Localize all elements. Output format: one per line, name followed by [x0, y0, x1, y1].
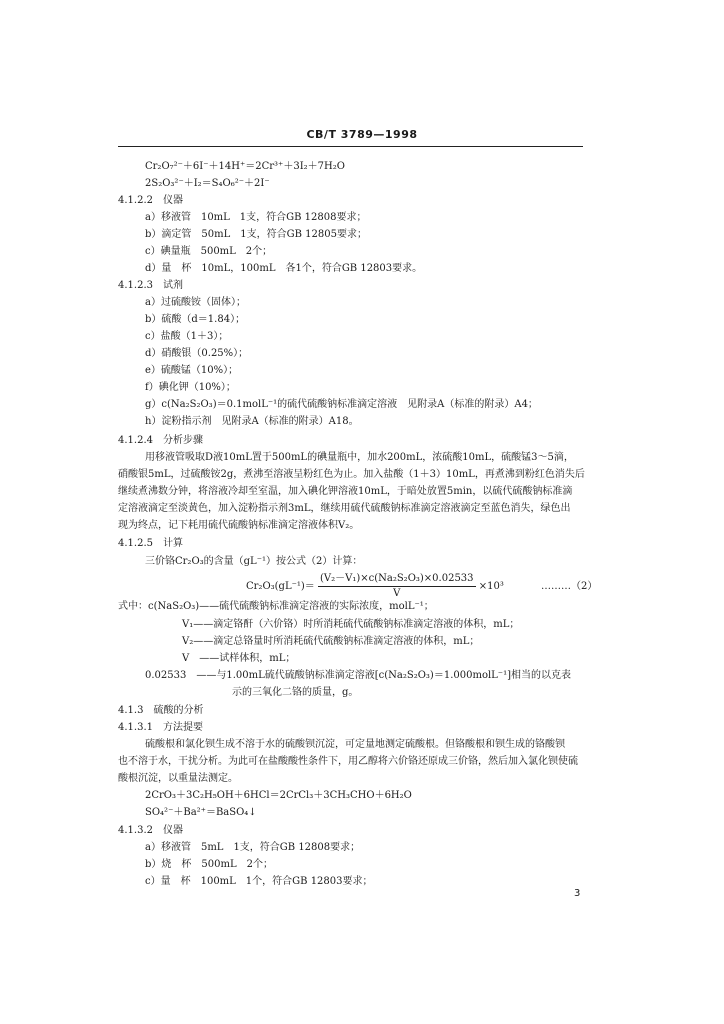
list-item: c）量 杯 100mL 1个，符合GB 12803要求； [145, 876, 373, 887]
reaction-equation-1: Cr₂O₇²⁻＋6I⁻＋14H⁺＝2Cr³⁺＋3I₂＋7H₂O [145, 161, 345, 172]
section-heading-4-1-3-2: 4.1.3.2 仪器 [118, 825, 183, 836]
formula-denominator: V [393, 588, 401, 599]
section-heading-4-1-2-2: 4.1.2.2 仪器 [118, 195, 183, 206]
section-heading-4-1-3: 4.1.3 硫酸的分析 [118, 705, 204, 716]
formula-intro: 三价铬Cr₂O₃的含量（gL⁻¹）按公式（2）计算： [145, 556, 363, 567]
list-item: d）硝酸银（0.25%）； [145, 348, 249, 359]
reaction-equation-2: 2S₂O₃²⁻＋I₂＝S₄O₆²⁻＋2I⁻ [145, 178, 270, 189]
header-rule [118, 146, 583, 147]
paragraph-line: 继续煮沸数分钟，将溶液冷却至室温，加入碘化钾溶液10mL，于暗处放置5min，以硫代硫酸钠标准滴 [118, 486, 573, 497]
variable-definition: V ——试样体积，mL； [182, 653, 296, 664]
list-item: a）移液管 10mL 1支，符合GB 12808要求； [145, 212, 367, 223]
paragraph-line: 定溶液滴定至淡黄色，加入淀粉指示剂3mL，继续用硫代硫酸钠标准滴定溶液滴定至蓝色消失，绿色出 [118, 503, 571, 514]
variable-definition: V₂——滴定总铬量时所消耗硫代硫酸钠标准滴定溶液的体积，mL； [182, 636, 480, 647]
section-heading-4-1-2-5: 4.1.2.5 计算 [118, 538, 183, 549]
variable-definition: 0.02533 ——与1.00mL硫代硫酸钠标准滴定溶液[c(Na₂S₂O₃)＝1.000molL⁻¹]相当的以克表 [145, 670, 571, 681]
list-item: b）烧 杯 500mL 2个； [145, 859, 273, 870]
list-item: c）碘量瓶 500mL 2个； [145, 246, 273, 257]
list-item: g）c(Na₂S₂O₃)＝0.1molL⁻¹的硫代硫酸钠标准滴定溶液 见附录A（标准的附录）A4； [145, 399, 538, 410]
document-header: CB/T 3789—1998 [306, 128, 418, 141]
paragraph-line: 硫酸根和氯化钡生成不溶于水的硫酸钡沉淀，可定量地测定硫酸根。但铬酸根和钡生成的铬酸钡 [145, 739, 565, 750]
paragraph-line: 硝酸银5mL，过硫酸铵2g，煮沸至溶液呈粉红色为止。加入盐酸（1＋3）10mL，再煮沸到粉红色消失后 [118, 469, 585, 480]
list-item: b）硫酸（d＝1.84）； [145, 314, 246, 325]
list-item: a）移液管 5mL 1支，符合GB 12808要求； [145, 842, 361, 853]
formula-fraction [318, 573, 476, 600]
section-heading-4-1-2-3: 4.1.2.3 试剂 [118, 280, 183, 291]
formula-numerator: (V₂－V₁)×c(Na₂S₂O₃)×0.02533 [318, 573, 476, 587]
list-item: a）过硫酸铵（固体）； [145, 297, 246, 308]
reaction-equation-4: SO₄²⁻＋Ba²⁺＝BaSO₄↓ [145, 807, 257, 818]
paragraph-line: 现为终点，记下耗用硫代硫酸钠标准滴定溶液体积V₂。 [118, 520, 360, 531]
list-item: b）滴定管 50mL 1支，符合GB 12805要求； [145, 229, 367, 240]
list-item: c）盐酸（1＋3）； [145, 331, 229, 342]
list-item: e）硫酸锰（10%）； [145, 365, 239, 376]
list-item: h）淀粉指示剂 见附录A（标准的附录）A18。 [145, 416, 359, 427]
formula-multiplier: ×10³ [478, 581, 504, 592]
paragraph-line: 酸根沉淀，以重量法测定。 [118, 773, 238, 784]
paragraph-line: 也不溶于水，干扰分析。为此可在盐酸酸性条件下，用乙醇将六价铬还原成三价铬，然后加入氯化钡使硫 [118, 756, 578, 767]
list-item: f）碘化钾（10%）； [145, 382, 236, 393]
formula-2 [246, 573, 597, 603]
section-heading-4-1-2-4: 4.1.2.4 分析步骤 [118, 435, 203, 446]
page-number: 3 [574, 888, 581, 899]
variable-definition: 示的三氧化二铬的质量，g。 [232, 687, 359, 698]
variable-definition: V₁——滴定铬酐（六价铬）时所消耗硫代硫酸钠标准滴定溶液的体积，mL； [182, 619, 520, 630]
reaction-equation-3: 2CrO₃＋3C₂H₅OH＋6HCl＝2CrCl₃＋3CH₃CHO＋6H₂O [145, 790, 412, 801]
section-heading-4-1-3-1: 4.1.3.1 方法提要 [118, 722, 203, 733]
paragraph-line: 用移液管吸取D液10mL置于500mL的碘量瓶中，加水200mL，浓硫酸10mL，硫酸锰3～5滴， [145, 452, 574, 463]
formula-number: ………（2） [541, 581, 598, 592]
formula-lhs: Cr₂O₃(gL⁻¹)＝ [246, 581, 315, 592]
variable-definition: 式中：c(NaS₂O₃)——硫代硫酸钠标准滴定溶液的实际浓度，molL⁻¹； [118, 601, 434, 612]
list-item: d）量 杯 10mL，100mL 各1个，符合GB 12803要求。 [145, 263, 423, 274]
